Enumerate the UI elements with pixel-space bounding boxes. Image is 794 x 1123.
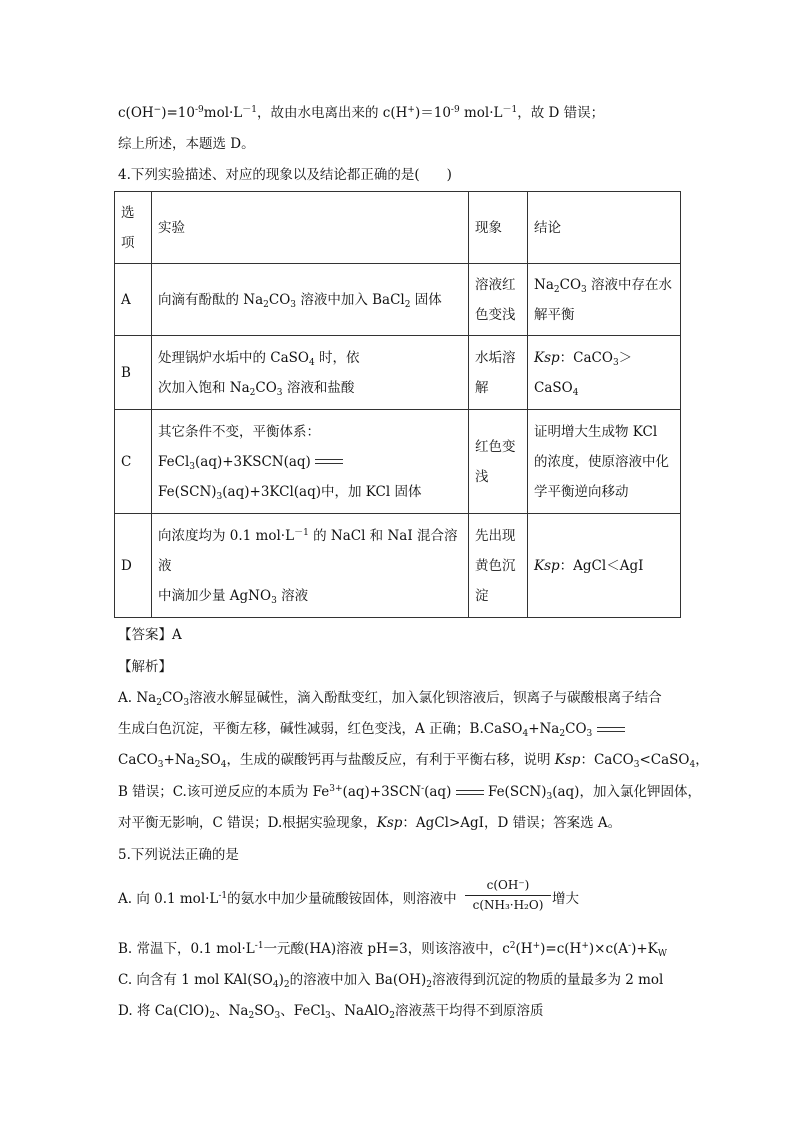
- header-experiment: 实验: [152, 192, 469, 264]
- q4-analysis-line-4: B 错误；C.该可逆反应的本质为 $Fe^{3+}(aq)+3SCN^-(aq)$ $Fe(SCN)_3(aq)$，加入氯化钾固体，: [118, 784, 701, 802]
- row-c-phenomenon: 红色变浅: [469, 410, 528, 514]
- row-d-phenomenon: 先出现黄色沉淀: [469, 514, 528, 618]
- row-b-conclusion: Ksp：CaCO$_3$＞CaSO$_4$: [528, 336, 681, 410]
- q5-option-a-fraction: [465, 876, 551, 914]
- header-option: 选项: [115, 192, 152, 264]
- q4-analysis-title: 【解析】: [118, 659, 172, 675]
- equilibrium-arrow-icon: [597, 725, 625, 735]
- table-row-d: [115, 514, 681, 618]
- q4-analysis-line-2: 生成白色沉淀，平衡左移，碱性减弱，红色变浅，A 正确；$B.CaSO_4+Na_2CO_3$: [118, 719, 625, 739]
- q5-option-b: B. 常温下，0.1 $mol\cdot L^{-1}$一元酸(HA)溶液 pH=3，则该溶液中，$c^2(H^+)=c(H^+)\times c(A^-)+K_W$: [118, 941, 667, 959]
- row-a-conclusion: $Na_2CO_3$ 溶液中存在水解平衡: [528, 264, 681, 336]
- intro-line-1: $c(OH^-)=10^{-9}mol\cdot L^{-1}$，故由水电离出来的 $c(H^+)=10^{-9}$ $mol\cdot L^{-1}$，故 D 错误；: [118, 105, 605, 121]
- q4-analysis-line-1: A. $Na_2CO_3$溶液水解显碱性，滴入酚酞变红，加入氯化钡溶液后，钡离子与碳酸根离子结合: [118, 690, 662, 708]
- row-d-conclusion: Ksp：AgCl＜AgI: [528, 514, 681, 618]
- q5-option-c: C. 向含有 1 mol $KAl(SO_4)_2$的溶液中加入 $Ba(OH)_2$溶液得到沉淀的物质的量最多为 2 mol: [118, 972, 664, 990]
- equilibrium-arrow-icon: [456, 788, 484, 798]
- q5-option-a: A. 向 0.1 $mol\cdot L^{-1}$的氨水中加少量硫酸铵固体，则溶液中: [118, 891, 457, 907]
- q4-analysis-line-5: 对平衡无影响，C 错误；D.根据实验现象，Ksp：AgCl>AgI，D 错误；答案选 A。: [118, 815, 622, 831]
- table-header-row: [115, 192, 681, 264]
- row-d-option: D: [115, 514, 152, 618]
- q5-option-d: D. 将 $Ca(ClO)_2$、$Na_2SO_3$、FeCl$_3$、NaAlO$_2$溶液蒸干均得不到原溶质: [118, 1003, 544, 1021]
- row-b-experiment: 处理锅炉水垢中的 CaSO$_4$ 时，依 次加入饱和 $Na_2CO_3$ 溶液和盐酸: [152, 336, 469, 410]
- q5-option-a-tail: 增大: [552, 891, 579, 907]
- q4-table: [114, 191, 681, 618]
- row-c-conclusion: 证明增大生成物 KCl 的浓度，使原溶液中化学平衡逆向移动: [528, 410, 681, 514]
- fraction-numerator: c(OH⁻): [465, 876, 551, 896]
- row-a-experiment: 向滴有酚酞的 $Na_2CO_3$ 溶液中加入 BaCl$_2$ 固体: [152, 264, 469, 336]
- header-conclusion: 结论: [528, 192, 681, 264]
- q4-answer: 【答案】A: [118, 627, 182, 643]
- q5-stem: 5.下列说法正确的是: [118, 847, 239, 863]
- row-b-option: B: [115, 336, 152, 410]
- row-c-experiment: 其它条件不变，平衡体系： FeCl$_3$(aq)+3KSCN(aq) $Fe(SCN)_3(aq)+3KCl(aq)$中，加 KCl 固体: [152, 410, 469, 514]
- row-a-option: A: [115, 264, 152, 336]
- table-row-c: [115, 410, 681, 514]
- fraction-denominator: c(NH₃·H₂O): [472, 898, 544, 912]
- row-b-phenomenon: 水垢溶解: [469, 336, 528, 410]
- q4-analysis-line-3: $CaCO_3+Na_2SO_4$，生成的碳酸钙再与盐酸反应，有利于平衡右移，说明 Ksp：CaCO$_3$<CaSO$_4$，: [118, 752, 709, 770]
- header-phenomenon: 现象: [469, 192, 528, 264]
- equilibrium-arrow-icon: [315, 457, 343, 467]
- table-row-a: [115, 264, 681, 336]
- table-row-b: [115, 336, 681, 410]
- q4-stem: 4.下列实验描述、对应的现象以及结论都正确的是( ): [118, 167, 452, 183]
- row-a-phenomenon: 溶液红色变浅: [469, 264, 528, 336]
- row-d-experiment: 向浓度均为 0.1 $mol\cdot L^{-1}$ 的 NaCl 和 NaI 混合溶液 中滴加少量 AgNO$_3$ 溶液: [152, 514, 469, 618]
- intro-line-2: 综上所述，本题选 D。: [118, 136, 255, 152]
- row-c-option: C: [115, 410, 152, 514]
